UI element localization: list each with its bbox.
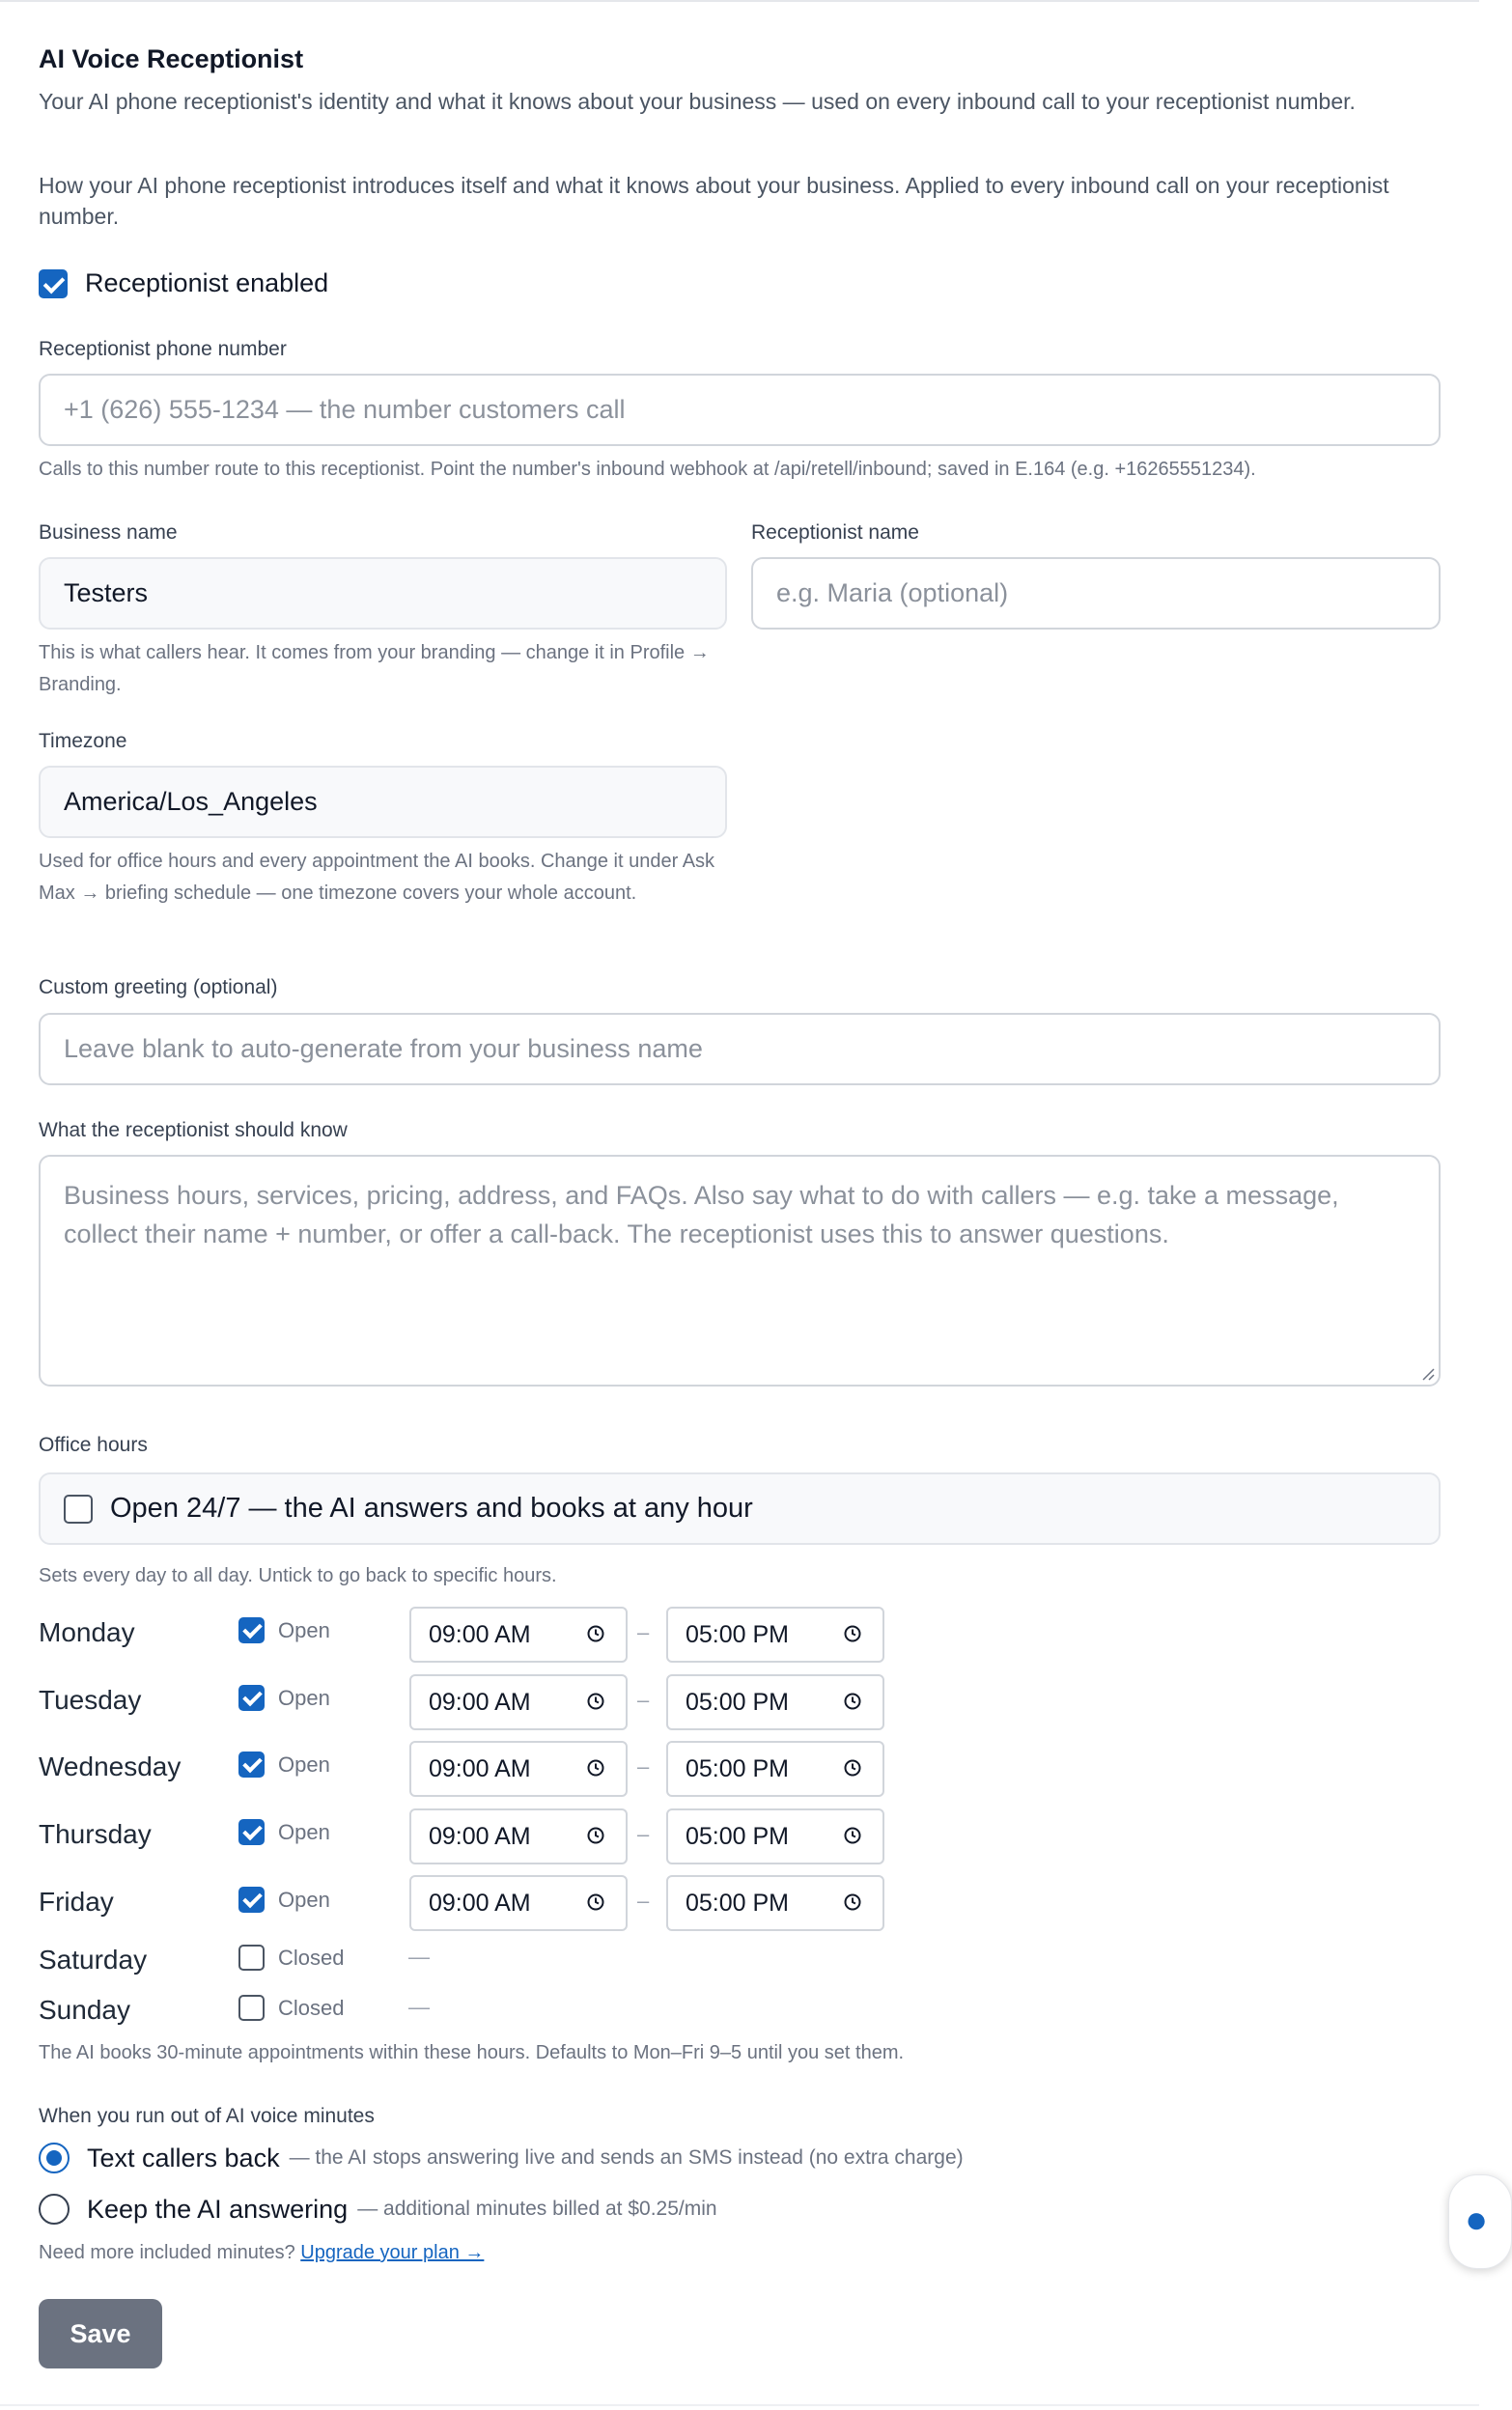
page-title: AI Voice Receptionist [39,44,304,73]
clock-icon[interactable] [587,1625,604,1642]
knowledge-placeholder: Business hours, services, pricing, address, and FAQs. Also say what to do with callers — e.g. take a message, collect their name + number, or offer a call-back. The receptionist uses this to answer questions. [64,1181,1339,1248]
end-time-friday[interactable] [666,1875,884,1931]
knowledge-textarea[interactable] [39,1155,1441,1387]
day-open-checkbox-thursday[interactable] [238,1819,265,1845]
day-open-checkbox-sunday[interactable] [238,1995,265,2021]
business-name-help: This is what callers hear. It comes from your branding — change it in Profile → Branding. [39,642,710,695]
end-time-value-wednesday: 05:00 PM [686,1754,790,1782]
top-divider [0,0,1479,2]
office-hours-help: The AI books 30-minute appointments within these hours. Defaults to Mon–Fri 9–5 until you set them. [39,2042,905,2063]
open-247-help: Sets every day to all day. Untick to go back to specific hours. [39,1565,557,1586]
bottom-divider [0,2404,1479,2406]
start-time-value-thursday: 09:00 AM [429,1822,531,1850]
timezone-value: America/Los_Angeles [64,787,318,816]
day-status-sunday[interactable] [238,1995,344,2021]
receptionist-enabled-label: Receptionist enabled [85,268,329,297]
greeting-label: Custom greeting (optional) [39,976,278,998]
clock-icon[interactable] [844,1893,861,1911]
receptionist-name-input[interactable] [751,557,1441,630]
more-minutes-text: Need more included minutes? [39,2242,295,2263]
clock-icon[interactable] [844,1625,861,1642]
overage-option-note: — the AI stops answering live and sends an SMS instead (no extra charge) [289,2146,964,2169]
start-time-monday[interactable] [409,1607,628,1663]
overage-option-note: — additional minutes billed at $0.25/min [357,2198,717,2220]
start-time-wednesday[interactable] [409,1741,628,1797]
clock-icon[interactable] [587,1693,604,1710]
start-time-friday[interactable] [409,1875,628,1931]
closed-dash-sunday: — [408,1995,430,2019]
clock-icon[interactable] [587,1759,604,1777]
phone-help: Calls to this number route to this receptionist. Point the number's inbound webhook at /api/retell/inbound; saved in E.164 (e.g. +16265551234). [39,459,1256,480]
start-time-value-wednesday: 09:00 AM [429,1754,531,1782]
day-status-label-wednesday: Open [278,1751,330,1777]
greeting-placeholder: Leave blank to auto-generate from your business name [64,1034,703,1063]
end-time-value-tuesday: 05:00 PM [686,1688,790,1716]
overage-option-text-back[interactable] [39,2143,964,2173]
day-open-checkbox-friday[interactable] [238,1887,265,1913]
start-time-value-friday: 09:00 AM [429,1889,531,1917]
receptionist-name-label: Receptionist name [751,521,919,544]
closed-dash-saturday: — [408,1945,430,1969]
timezone-input [39,766,727,838]
more-minutes-line [39,2237,484,2269]
open-247-label: Open 24/7 — the AI answers and books at any hour [110,1493,753,1524]
day-name-tuesday: Tuesday [39,1685,142,1715]
phone-label: Receptionist phone number [39,338,287,360]
day-status-monday[interactable] [238,1617,330,1643]
overage-option-label: Keep the AI answering [87,2194,349,2224]
time-range-separator: – [637,1620,650,1644]
overage-option-label: Text callers back [87,2143,280,2172]
day-status-thursday[interactable] [238,1819,330,1845]
day-name-sunday: Sunday [39,1995,130,2025]
end-time-value-monday: 05:00 PM [686,1620,790,1648]
end-time-value-friday: 05:00 PM [686,1889,790,1917]
day-status-label-saturday: Closed [278,1945,345,1970]
page-description: Your AI phone receptionist's identity and what it knows about your business — used on every inbound call to your receptionist number. [39,89,1356,114]
day-status-label-tuesday: Open [278,1685,330,1710]
open-247-checkbox[interactable] [64,1495,93,1524]
page-description-secondary: How your AI phone receptionist introduces itself and what it knows about your business. Applied to every inbound call on your receptionist number. [39,173,1389,229]
day-open-checkbox-tuesday[interactable] [238,1685,265,1711]
start-time-thursday[interactable] [409,1808,628,1864]
timezone-help: Used for office hours and every appointment the AI books. Change it under Ask Max → briefing schedule — one timezone covers your whole account. [39,851,715,904]
day-name-friday: Friday [39,1887,114,1917]
day-open-checkbox-monday[interactable] [238,1617,265,1643]
open-247-toggle[interactable] [39,1472,1441,1545]
day-status-saturday[interactable] [238,1945,344,1971]
resize-grip-icon[interactable] [1421,1367,1435,1381]
day-status-tuesday[interactable] [238,1685,330,1711]
greeting-input[interactable] [39,1013,1441,1085]
clock-icon[interactable] [844,1827,861,1844]
overage-label: When you run out of AI voice minutes [39,2105,375,2127]
end-time-value-thursday: 05:00 PM [686,1822,790,1850]
business-name-input [39,557,727,630]
time-range-separator: – [637,1822,650,1846]
end-time-wednesday[interactable] [666,1741,884,1797]
clock-icon[interactable] [587,1893,604,1911]
day-status-label-thursday: Open [278,1819,330,1844]
day-status-label-monday: Open [278,1617,330,1642]
overage-radio-text-back[interactable] [39,2143,70,2173]
clock-icon[interactable] [844,1759,861,1777]
overage-radio-keep-answering[interactable] [39,2194,70,2225]
overage-option-keep-answering[interactable] [39,2194,717,2225]
day-name-wednesday: Wednesday [39,1751,182,1781]
phone-placeholder: +1 (626) 555-1234 — the number customers call [64,395,626,424]
end-time-monday[interactable] [666,1607,884,1663]
day-name-saturday: Saturday [39,1945,148,1975]
clock-icon[interactable] [587,1827,604,1844]
office-hours-label: Office hours [39,1434,148,1456]
day-status-wednesday[interactable] [238,1751,330,1778]
receptionist-enabled-checkbox[interactable] [39,269,68,298]
end-time-tuesday[interactable] [666,1674,884,1730]
chat-widget-icon: ● [1465,2199,1489,2241]
upgrade-plan-link[interactable]: Upgrade your plan → [300,2242,485,2263]
day-name-monday: Monday [39,1617,135,1647]
business-name-label: Business name [39,521,178,544]
business-name-value: Testers [64,578,149,607]
time-range-separator: – [637,1754,650,1779]
save-button[interactable]: Save [39,2299,162,2368]
day-status-friday[interactable] [238,1887,330,1913]
day-open-checkbox-wednesday[interactable] [238,1751,265,1778]
time-range-separator: – [637,1688,650,1712]
start-time-value-tuesday: 09:00 AM [429,1688,531,1716]
knowledge-label: What the receptionist should know [39,1119,348,1141]
timezone-label: Timezone [39,730,127,752]
phone-input[interactable] [39,374,1441,446]
receptionist-name-placeholder: e.g. Maria (optional) [776,578,1009,607]
start-time-value-monday: 09:00 AM [429,1620,531,1648]
day-open-checkbox-saturday[interactable] [238,1945,265,1971]
clock-icon[interactable] [844,1693,861,1710]
start-time-tuesday[interactable] [409,1674,628,1730]
day-name-thursday: Thursday [39,1819,152,1849]
chat-widget-button[interactable] [1448,2174,1512,2269]
day-status-label-sunday: Closed [278,1995,345,2020]
receptionist-enabled-toggle[interactable] [39,268,328,298]
time-range-separator: – [637,1889,650,1913]
end-time-thursday[interactable] [666,1808,884,1864]
day-status-label-friday: Open [278,1887,330,1912]
